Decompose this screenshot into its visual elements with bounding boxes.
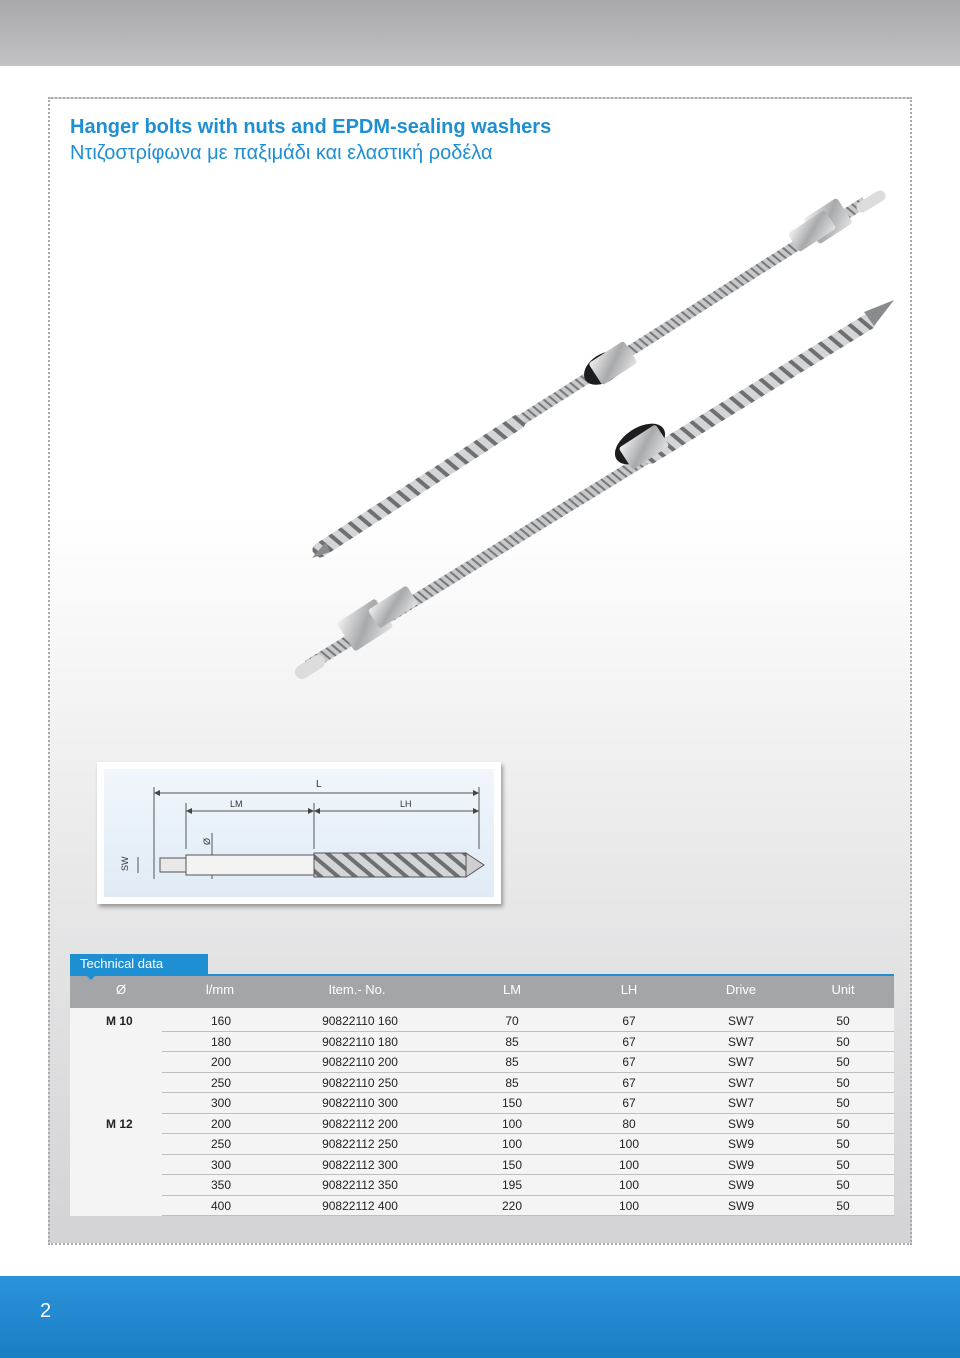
cell-length: 160 — [210, 1014, 232, 1028]
title-english: Hanger bolts with nuts and EPDM-sealing washers — [70, 116, 552, 138]
cell-lm: 85 — [505, 1075, 519, 1090]
table-row — [0, 1175, 960, 1196]
diagram-label-lh: LH — [400, 799, 412, 809]
cell-lh: 67 — [622, 1096, 636, 1110]
header-unit: Unit — [831, 982, 855, 997]
table-row — [0, 1032, 960, 1053]
cell-drive: SW7 — [727, 1034, 755, 1049]
table-row — [0, 1114, 960, 1135]
diagram-label-lm: LM — [230, 799, 243, 809]
cell-unit: 50 — [836, 1014, 850, 1028]
cell-diameter-group: M 12 — [106, 1116, 133, 1131]
diagram-label-l: L — [316, 779, 322, 790]
cell-lm: 70 — [505, 1014, 519, 1028]
cell-lm: 85 — [505, 1034, 519, 1049]
cell-length: 180 — [210, 1034, 232, 1049]
cell-length: 300 — [210, 1096, 232, 1110]
title-greek: Ντιζοστρίφωνα με παξιμάδι και ελαστική ροδέλα — [70, 142, 493, 164]
cell-item-no: 90822112 300 — [322, 1157, 398, 1172]
diagram-label-d: Ø — [202, 837, 212, 845]
cell-lm: 150 — [501, 1157, 523, 1172]
table-row — [0, 1155, 960, 1176]
cell-unit: 50 — [836, 1116, 850, 1131]
table-row — [0, 1073, 960, 1094]
cell-lh: 80 — [622, 1116, 636, 1131]
header-drive: Drive — [725, 982, 757, 997]
header-diameter: Ø — [115, 982, 127, 997]
cell-item-no: 90822112 400 — [322, 1198, 398, 1213]
table-header-bar — [70, 974, 894, 1010]
cell-lh: 100 — [618, 1198, 640, 1213]
cell-unit: 50 — [836, 1034, 850, 1049]
hanger-bolt-a — [312, 196, 880, 558]
cell-item-no: 90822110 250 — [322, 1075, 398, 1090]
cell-drive: SW7 — [727, 1055, 755, 1069]
cell-unit: 50 — [836, 1178, 850, 1192]
cell-drive: SW7 — [727, 1075, 755, 1090]
cell-diameter-group: M 10 — [106, 1014, 133, 1028]
cell-item-no: 90822110 180 — [322, 1034, 398, 1049]
cell-lh: 100 — [618, 1157, 640, 1172]
cell-lm: 220 — [501, 1198, 523, 1213]
cell-unit: 50 — [836, 1096, 850, 1110]
table-row — [0, 1093, 960, 1114]
cell-unit: 50 — [836, 1157, 850, 1172]
row-divider — [162, 1215, 894, 1216]
cell-lm: 100 — [501, 1116, 523, 1131]
cell-drive: SW9 — [727, 1157, 755, 1172]
cell-drive: SW9 — [727, 1198, 755, 1213]
header-item-no: Item.- No. — [328, 982, 386, 997]
cell-lh: 67 — [622, 1055, 636, 1069]
cell-lh: 67 — [622, 1034, 636, 1049]
table-row — [0, 1011, 960, 1032]
cell-length: 400 — [210, 1198, 232, 1213]
cell-drive: SW9 — [727, 1116, 755, 1131]
cell-unit: 50 — [836, 1075, 850, 1090]
top-band — [0, 0, 960, 66]
technical-data-tab: Technical data — [70, 954, 208, 974]
cell-lm: 85 — [505, 1055, 519, 1069]
page-number: 2 — [40, 1300, 52, 1322]
cell-length: 250 — [210, 1137, 232, 1151]
cell-item-no: 90822110 200 — [322, 1055, 398, 1069]
cell-item-no: 90822112 350 — [322, 1178, 398, 1192]
cell-drive: SW7 — [727, 1096, 755, 1110]
footer-band — [0, 1276, 960, 1358]
cell-item-no: 90822110 300 — [322, 1096, 398, 1110]
tab-notch — [85, 974, 97, 980]
cell-item-no: 90822110 160 — [322, 1014, 398, 1028]
cell-lh: 100 — [618, 1137, 640, 1151]
cell-length: 300 — [210, 1157, 232, 1172]
diagram-label-sw: SW — [120, 856, 130, 871]
cell-lm: 195 — [501, 1178, 523, 1192]
cell-drive: SW9 — [727, 1178, 755, 1192]
cell-lh: 100 — [618, 1178, 640, 1192]
cell-length: 200 — [210, 1116, 232, 1131]
cell-unit: 50 — [836, 1198, 850, 1213]
technical-drawing — [104, 769, 494, 897]
technical-drawing-panel — [104, 769, 494, 897]
table-row — [0, 1196, 960, 1217]
product-photo — [290, 188, 900, 688]
technical-drawing-card — [97, 762, 501, 904]
cell-unit: 50 — [836, 1055, 850, 1069]
cell-drive: SW7 — [727, 1014, 755, 1028]
cell-length: 350 — [210, 1178, 232, 1192]
cell-lh: 67 — [622, 1014, 636, 1028]
header-lm: LM — [502, 982, 522, 997]
header-lh: LH — [620, 982, 638, 997]
cell-lh: 67 — [622, 1075, 636, 1090]
cell-item-no: 90822112 250 — [322, 1137, 398, 1151]
table-row — [0, 1052, 960, 1073]
cell-drive: SW9 — [727, 1137, 755, 1151]
header-length: l/mm — [205, 982, 235, 997]
cell-unit: 50 — [836, 1137, 850, 1151]
cell-length: 200 — [210, 1055, 232, 1069]
cell-lm: 150 — [501, 1096, 523, 1110]
cell-lm: 100 — [501, 1137, 523, 1151]
cell-item-no: 90822112 200 — [322, 1116, 398, 1131]
cell-length: 250 — [210, 1075, 232, 1090]
table-row — [0, 1134, 960, 1155]
